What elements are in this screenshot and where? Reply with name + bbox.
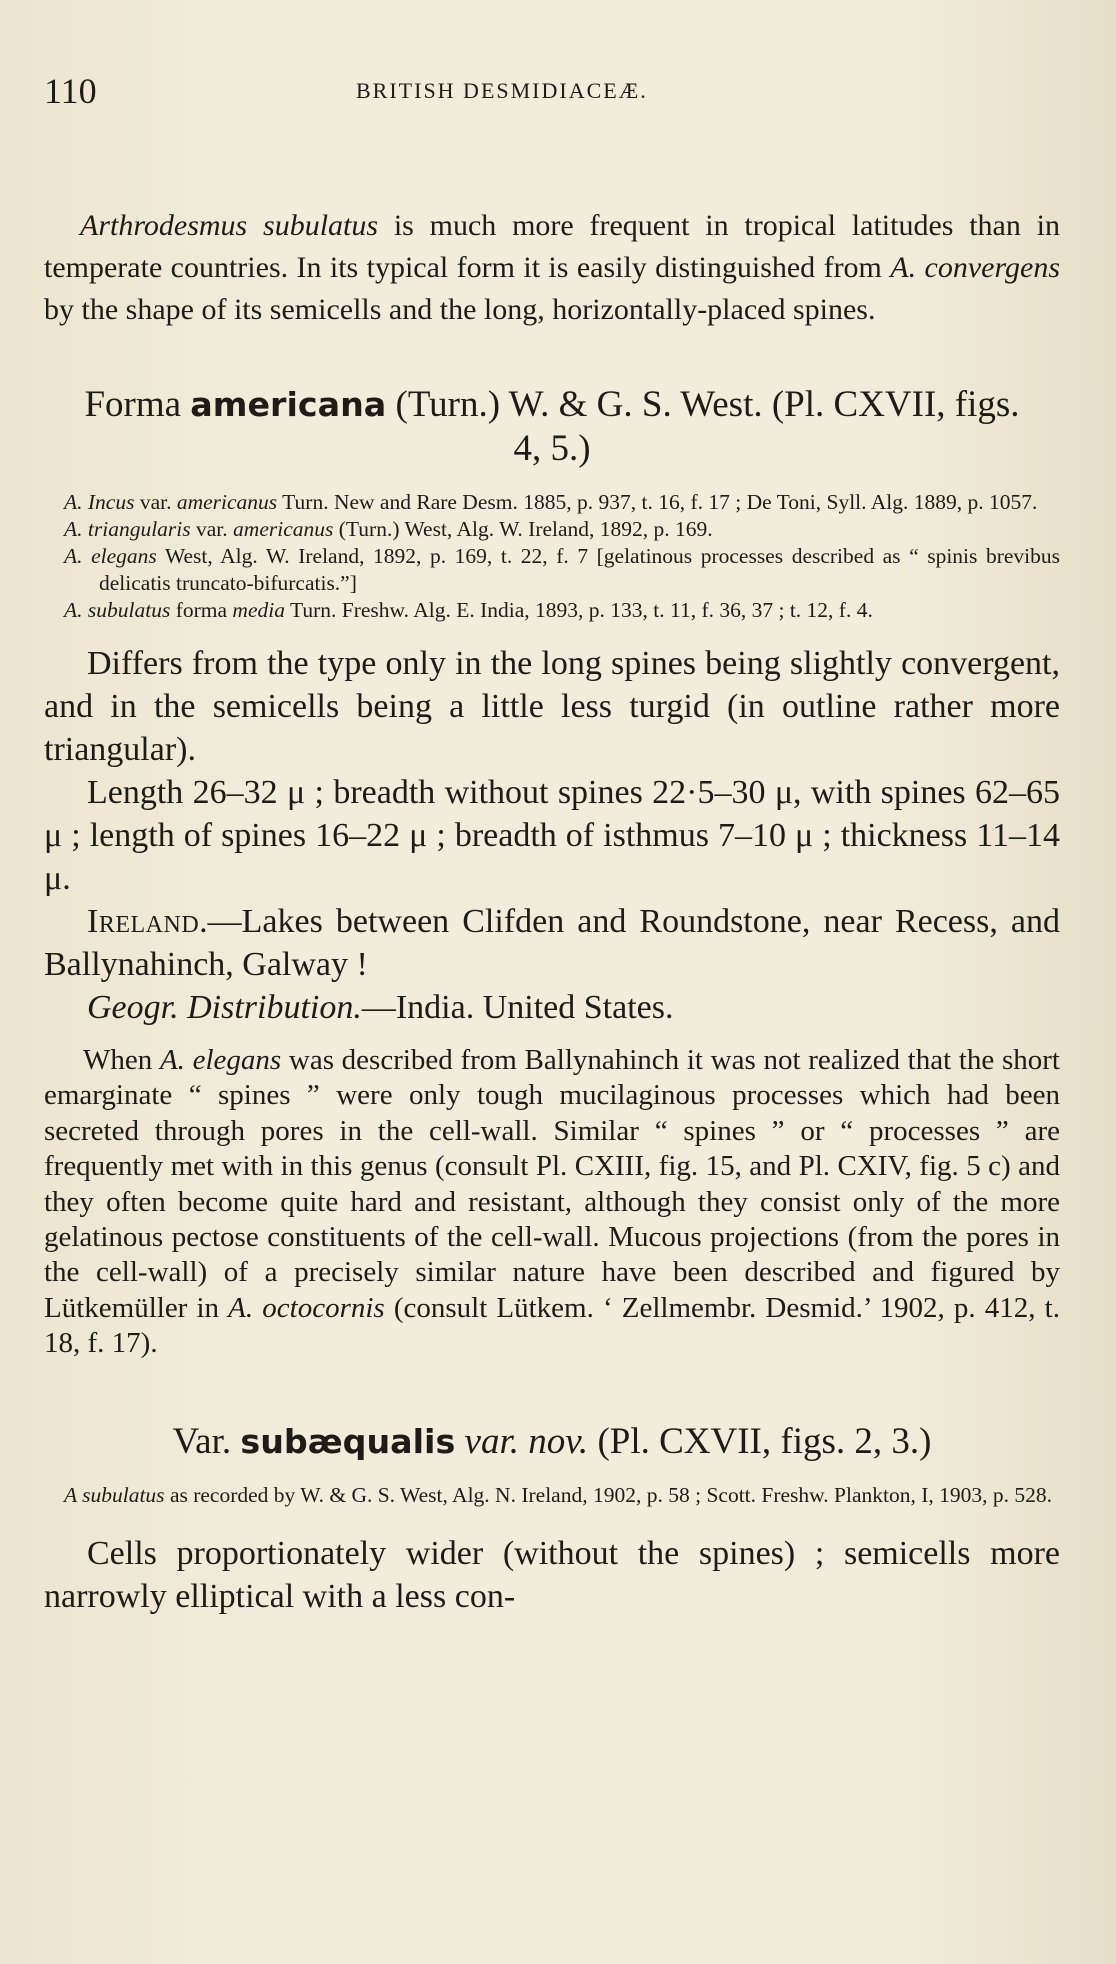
running-title: BRITISH DESMIDIACEÆ. <box>356 78 648 103</box>
distribution-label: Geogr. Distribution. <box>87 989 362 1026</box>
species-name: Arthrodesmus subulatus <box>80 209 379 242</box>
forma-measurements: Length 26–32 μ ; breadth without spines 22·5–30 μ, with spines 62–65 μ ; length of spines 16–22 μ ; breadth of isthmus 7–10 μ ; thickness 11–14 μ. <box>44 774 1060 897</box>
variety-description: Cells proportionately wider (without the spines) ; semicells more narrowly elliptical with a less con- <box>44 1534 1060 1615</box>
variety-references <box>44 1480 1060 1510</box>
synonymy-list <box>44 489 1060 624</box>
synonym-entry: A. elegans West, Alg. W. Ireland, 1892, p. 169, t. 22, f. 7 [gelatinous processes described as “ spinis brevibus delicatis truncato-bifurcatis.”] <box>64 544 1061 595</box>
synonym-entry: A. subulatus forma media Turn. Freshw. Alg. E. India, 1893, p. 133, t. 11, f. 36, 37 ; t. 12, f. 4. <box>64 598 873 622</box>
forma-locality: Ireland.—Lakes between Clifden and Roundstone, near Recess, and Ballynahinch, Galway ! <box>44 903 1060 983</box>
forma-heading: Forma americana (Turn.) W. & G. S. West. (Pl. CXVII, figs. 4, 5.) <box>84 384 1020 469</box>
compared-species: A. convergens <box>890 251 1060 284</box>
synonym-entry: A. Incus var. americanus Turn. New and Rare Desm. 1885, p. 937, t. 16, f. 17 ; De Toni, Syll. Alg. 1889, p. 1057. <box>64 490 1038 514</box>
synonym-entry: A. triangularis var. americanus (Turn.) West, Alg. W. Ireland, 1892, p. 169. <box>64 517 713 541</box>
variety-heading: Var. subæqualis var. nov. (Pl. CXVII, figs. 2, 3.) <box>172 1420 932 1462</box>
variety-status: var. nov. <box>455 1420 589 1462</box>
page-number: 110 <box>44 71 97 111</box>
forma-description: Differs from the type only in the long spines being slightly convergent, and in the semicells being a little less turgid (in outline rather more triangular). <box>44 645 1060 768</box>
variety-name: subæqualis <box>240 1421 456 1461</box>
locality-label: Ireland <box>87 903 200 940</box>
forma-note: When A. elegans was described from Ballynahinch it was not realized that the short emarginate “ spines ” were only tough mucilaginous processes which had been secreted through pores in the cell-wall. Similar “ spines ” or “ processes ” are frequently met with in this genus (consult Pl. CXIII, fig. 15, and Pl. CXIV, fig. 5 c) and they often become quite hard and resistant, although they consist only of the more gelatinous pectose constituents of the cell-wall. Mucous projections (from the pores in the cell-wall) of a precisely similar nature have been described and figured by Lütkemüller in A. octocornis (consult Lütkem. ‘ Zellmembr. Desmid.’ 1902, p. 412, t. 18, f. 17). <box>44 1044 1060 1360</box>
forma-distribution: Geogr. Distribution.—India. United States. <box>87 989 674 1026</box>
lead-paragraph: Arthrodesmus subulatus is much more frequent in tropical latitudes than in temperate countries. In its typical form it is easily distinguished from A. convergens by the shape of its semicells and the long, horizontally-placed spines. <box>44 209 1061 326</box>
running-head <box>44 60 1060 120</box>
forma-name: americana <box>190 385 387 424</box>
reference-entry: A subulatus as recorded by W. & G. S. West, Alg. N. Ireland, 1902, p. 58 ; Scott. Freshw. Plankton, I, 1903, p. 528. <box>64 1482 1053 1507</box>
